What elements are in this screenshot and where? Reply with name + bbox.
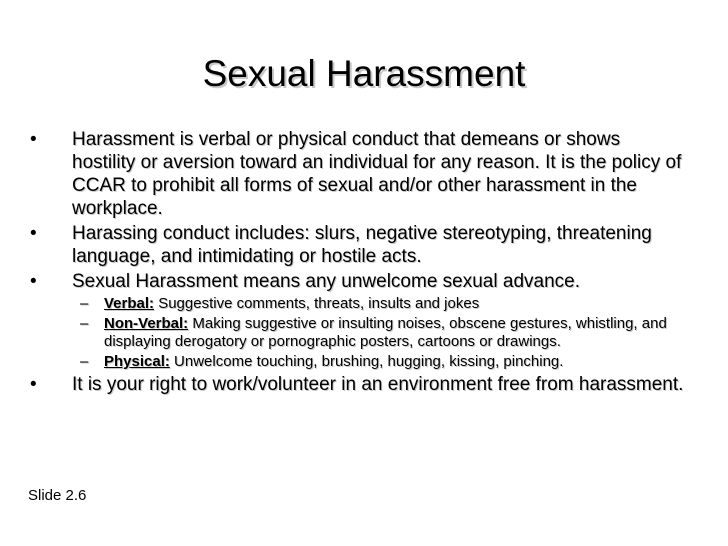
sub-bullet-item [28,353,688,371]
sub-bullet-list [28,295,688,371]
bullet-text: It is your right to work/volunteer in an environment free from harassment. [72,374,684,395]
dash-icon: – [80,295,89,312]
dash-icon: – [80,315,89,332]
bullet-icon: • [30,271,37,292]
bullet-item [28,128,688,220]
slide-number: Slide 2.6 [28,487,87,504]
sub-bullet-text: Unwelcome touching, brushing, hugging, kissing, pinching. [174,353,564,370]
bullet-item [28,373,688,396]
slide-title: Sexual Harassment [202,53,526,94]
sub-bullet-item [28,315,688,351]
bullet-text: Harassing conduct includes: slurs, negative stereotyping, threatening language, and intimidating or hostile acts. [72,223,652,267]
bullet-icon: • [30,223,37,244]
dash-icon: – [80,353,89,370]
sub-bullet-label: Physical: [104,353,170,370]
bullet-icon: • [30,374,37,395]
sub-bullet-label: Verbal: [104,295,155,312]
bullet-item [28,270,688,293]
slide-content [28,128,688,396]
bullet-icon: • [30,129,37,150]
sub-bullet-text: Suggestive comments, threats, insults and jokes [158,295,480,312]
sub-bullet-text: Making suggestive or insulting noises, obscene gestures, whistling, and displaying derogatory or pornographic posters, cartoons or drawings. [104,315,667,350]
bullet-text: Sexual Harassment means any unwelcome sexual advance. [72,271,580,292]
bullet-item [28,222,688,268]
sub-bullet-item [28,295,688,313]
sub-bullet-label: Non-Verbal: [104,315,189,332]
bullet-text: Harassment is verbal or physical conduct that demeans or shows hostility or aversion toward an individual for any reason. It is the policy of CCAR to prohibit all forms of sexual and/or other harassment in the workplace. [72,129,682,219]
